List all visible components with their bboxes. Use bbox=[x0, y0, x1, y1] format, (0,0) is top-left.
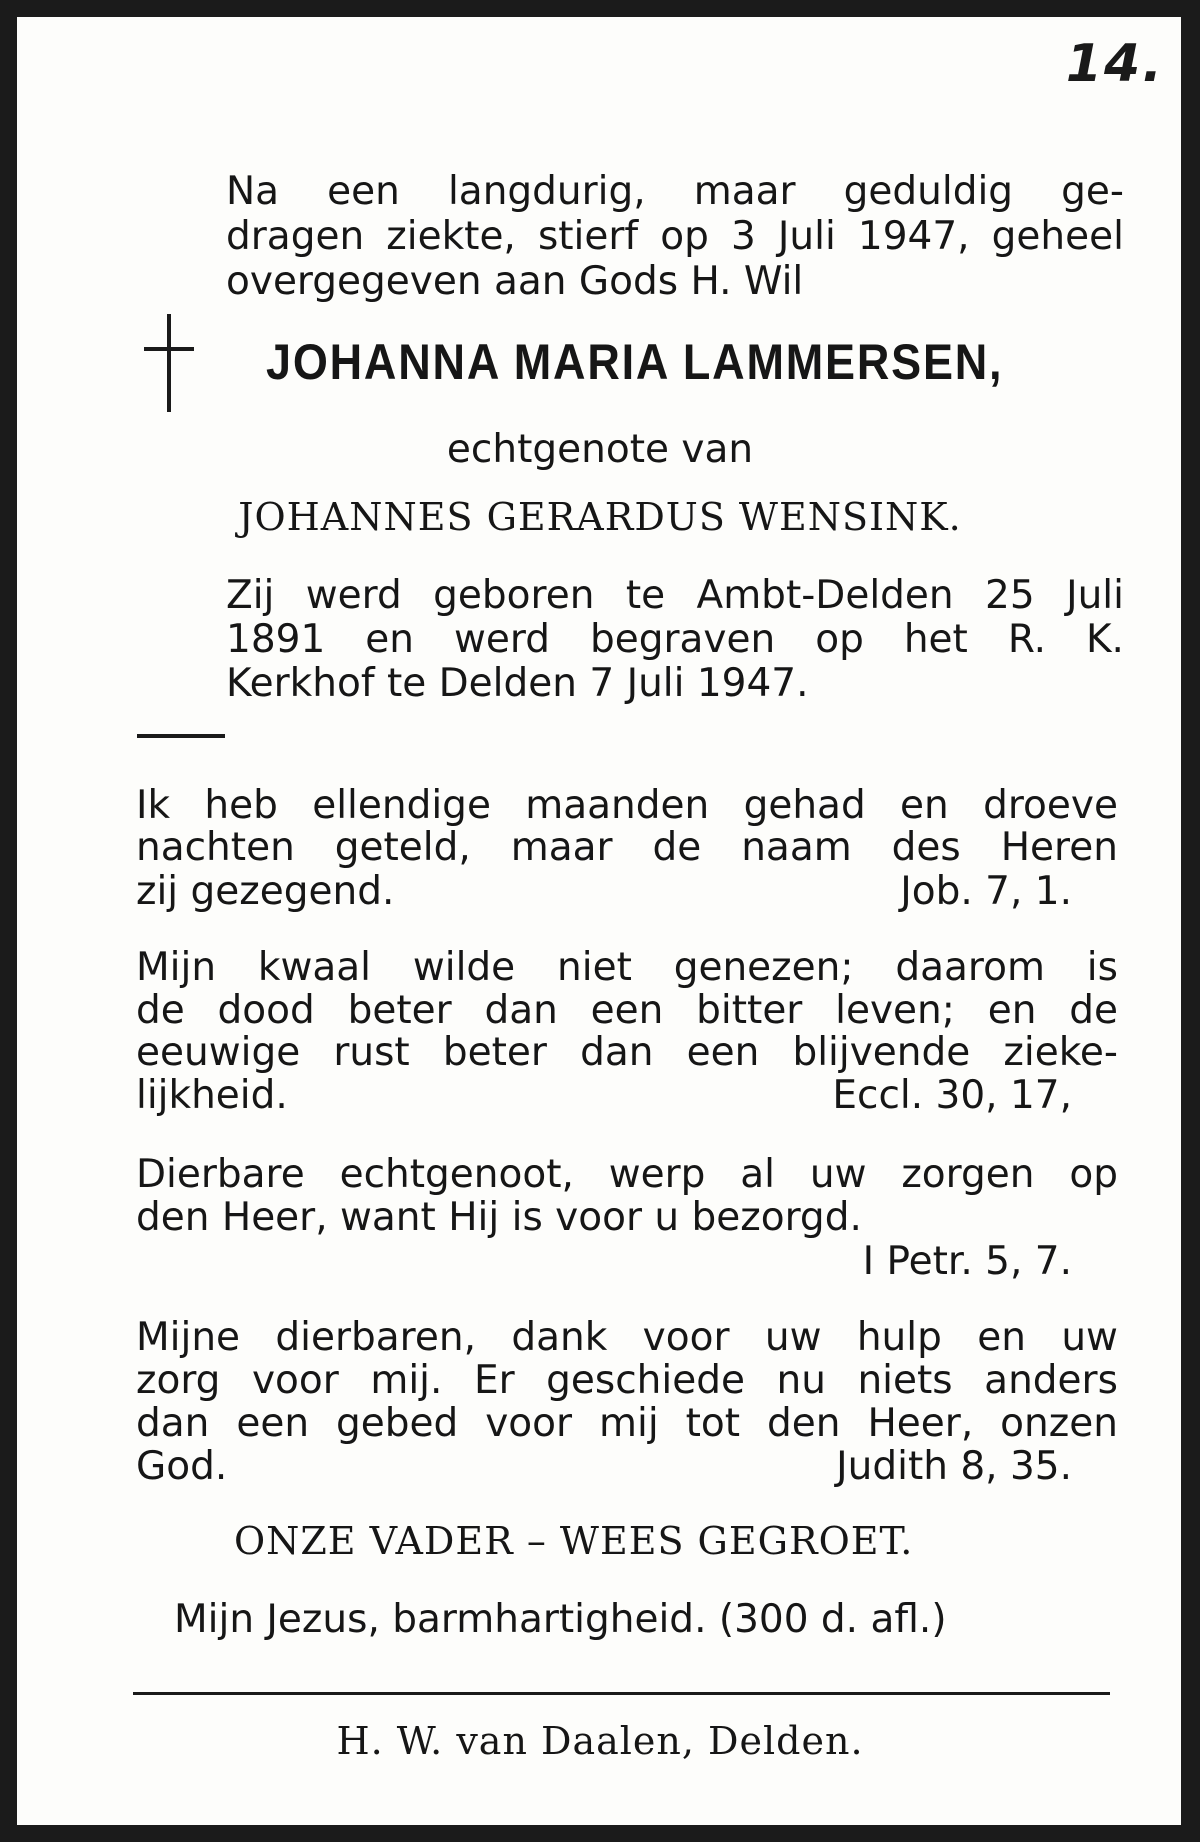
verse-1-line-3: zij gezegend. bbox=[136, 869, 395, 914]
intro-line-3: overgegeven aan Gods H. Wil bbox=[226, 259, 804, 304]
footer-divider bbox=[133, 1692, 1110, 1695]
prayers: ONZE VADER – WEES GEGROET. bbox=[234, 1519, 914, 1563]
verse-1-line-1: Ik heb ellendige maanden gehad en droeve bbox=[136, 783, 1118, 828]
birth-line-1: Zij werd geboren te Ambt-Delden 25 Juli bbox=[226, 573, 1124, 618]
intro-line-1: Na een langdurig, maar geduldig ge- bbox=[226, 169, 1124, 214]
intro-line-2: dragen ziekte, stierf op 3 Juli 1947, geheel bbox=[226, 214, 1124, 259]
verse-1-reference: Job. 7, 1. bbox=[900, 869, 1072, 914]
cross-icon bbox=[144, 314, 194, 412]
verse-2-line-3: eeuwige rust beter dan een blijvende zieke- bbox=[136, 1030, 1118, 1075]
deceased-name: JOHANNA MARIA LAMMERSEN, bbox=[266, 334, 1004, 390]
birth-line-2: 1891 en werd begraven op het R. K. bbox=[226, 617, 1124, 662]
verse-2-reference: Eccl. 30, 17, bbox=[832, 1073, 1072, 1118]
verse-1-line-2: nachten geteld, maar de naam des Heren bbox=[136, 825, 1118, 870]
verse-4-line-3: dan een gebed voor mij tot den Heer, onzen bbox=[136, 1401, 1118, 1446]
verse-4-line-4: God. bbox=[136, 1444, 228, 1489]
verse-3-line-2: den Heer, want Hij is voor u bezorgd. bbox=[136, 1195, 862, 1240]
verse-3-reference: I Petr. 5, 7. bbox=[862, 1239, 1072, 1284]
short-divider bbox=[137, 734, 225, 738]
verse-4-line-1: Mijne dierbaren, dank voor uw hulp en uw bbox=[136, 1315, 1118, 1360]
verse-2-line-2: de dood beter dan een bitter leven; en de bbox=[136, 988, 1118, 1033]
verse-4-line-2: zorg voor mij. Er geschiede nu niets anders bbox=[136, 1358, 1118, 1403]
verse-3-line-1: Dierbare echtgenoot, werp al uw zorgen op bbox=[136, 1152, 1118, 1197]
birth-line-3: Kerkhof te Delden 7 Juli 1947. bbox=[226, 661, 809, 706]
spouse-name: JOHANNES GERARDUS WENSINK. bbox=[238, 495, 962, 539]
verse-2-line-1: Mijn kwaal wilde niet genezen; daarom is bbox=[136, 945, 1118, 990]
indulgence-prayer: Mijn Jezus, barmhartigheid. (300 d. afl.) bbox=[174, 1597, 947, 1642]
spouse-label: echtgenote van bbox=[446, 427, 754, 472]
verse-4-reference: Judith 8, 35. bbox=[836, 1444, 1072, 1489]
page-number: 14. bbox=[1065, 34, 1164, 94]
verse-2-line-4: lijkheid. bbox=[136, 1073, 288, 1118]
printer-credit: H. W. van Daalen, Delden. bbox=[336, 1719, 864, 1763]
